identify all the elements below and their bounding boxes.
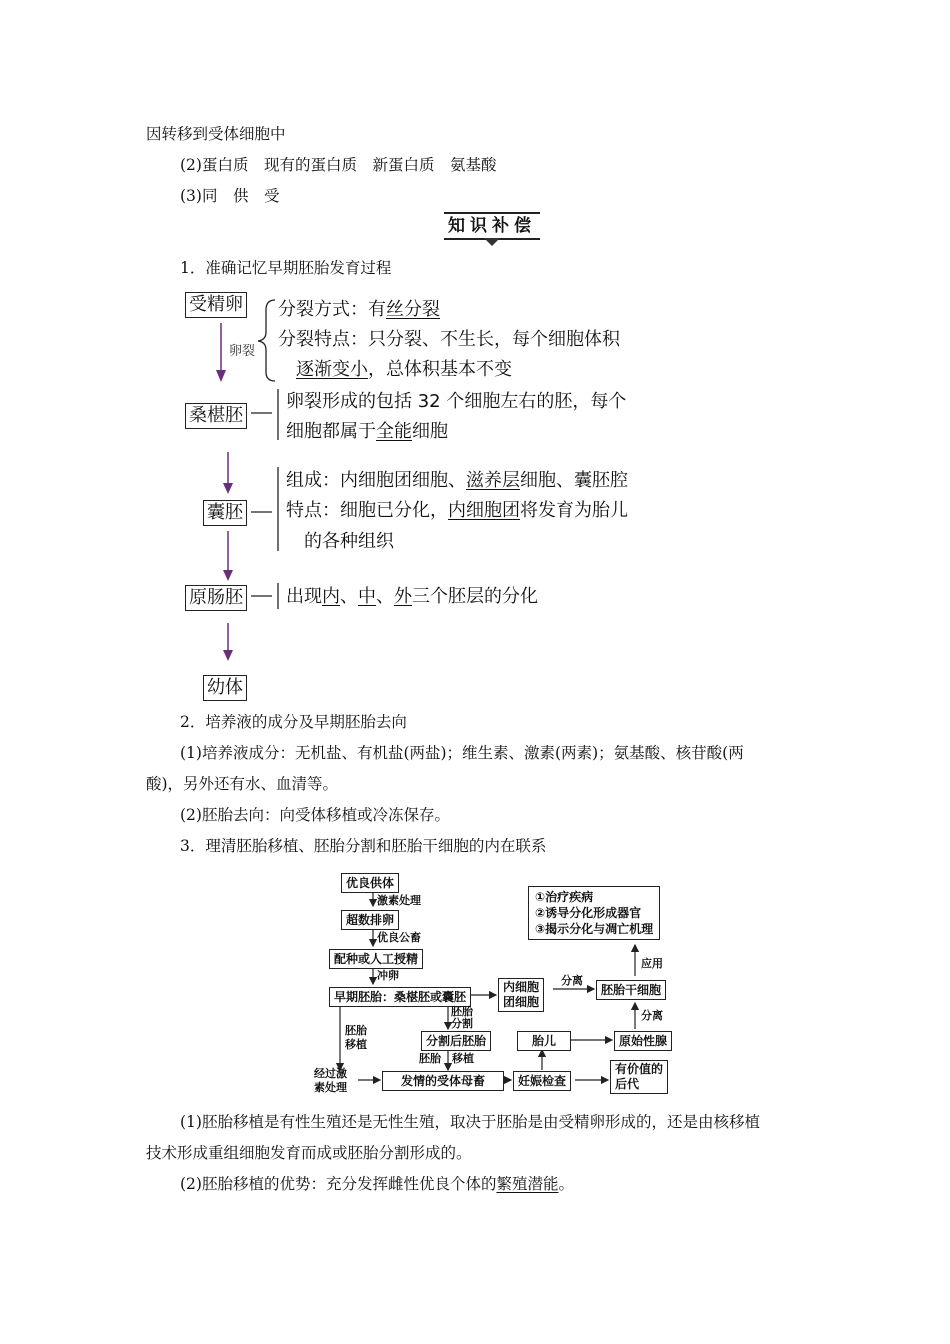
stage-morula: 桑椹胚 xyxy=(185,403,247,429)
stage-gastrula: 原肠胚 xyxy=(185,585,247,611)
flow-label: 胚胎 移植 xyxy=(419,1052,474,1065)
blastula-line-2: 特点：细胞已分化，内细胞团将发育为胎儿 xyxy=(286,500,628,521)
stage-juvenile: 幼体 xyxy=(203,675,247,701)
flow-label: 经过激 xyxy=(314,1067,347,1080)
flow-icm: 内细胞 团细胞 xyxy=(498,978,544,1012)
blastula-line-3: 的各种组织 xyxy=(304,531,394,552)
flow-label: 分离 xyxy=(641,1009,663,1022)
text-line: (2)胚胎去向：向受体移植或冷冻保存。 xyxy=(180,806,450,824)
text-line: (3)同 供 受 xyxy=(180,187,280,205)
flow-uses: ①治疗疾病 ②诱导分化形成器官 ③揭示分化与凋亡机理 xyxy=(528,886,660,940)
flow-mating: 配种或人工授精 xyxy=(329,949,423,969)
zygote-line-3: 逐渐变小，总体积基本不变 xyxy=(296,359,512,380)
section-heading: 2．培养液的成分及早期胚胎去向 xyxy=(180,713,407,731)
flow-label: 胚胎 xyxy=(451,1005,473,1018)
flow-donor: 优良供体 xyxy=(341,873,399,893)
flow-es-cell: 胚胎干细胞 xyxy=(596,980,666,1000)
section-heading: 3．理清胚胎移植、胚胎分割和胚胎干细胞的内在联系 xyxy=(180,837,547,855)
text-line: 酸)，另外还有水、血清等。 xyxy=(146,775,339,793)
stage-zygote: 受精卵 xyxy=(185,292,247,318)
flow-label: 移植 xyxy=(345,1038,367,1051)
flow-fetus: 胎儿 xyxy=(517,1031,571,1051)
stage-blastula: 囊胚 xyxy=(203,500,247,526)
arrow-label-cleavage: 卵裂 xyxy=(229,344,256,359)
flow-offspring: 有价值的 后代 xyxy=(610,1060,668,1094)
flow-label: 激素处理 xyxy=(377,894,421,907)
flow-label: 分离 xyxy=(561,974,583,987)
section-banner: 知识补偿 xyxy=(444,212,540,240)
text-line: (1)培养液成分：无机盐、有机盐(两盐)；维生素、激素(两素)；氨基酸、核苷酸(两 xyxy=(180,744,744,762)
flow-label: 冲卵 xyxy=(377,969,399,982)
flow-pgc: 原始性腺 xyxy=(614,1031,672,1051)
zygote-line-2: 分裂特点：只分裂、不生长，每个细胞体积 xyxy=(278,329,620,350)
zygote-line-1: 分裂方式：有丝分裂 xyxy=(278,299,440,320)
flow-label: 应用 xyxy=(641,957,663,970)
flow-label: 素处理 xyxy=(314,1081,347,1094)
flow-recipient: 发情的受体母畜 xyxy=(382,1071,504,1091)
text-line: 技术形成重组细胞发育而成或胚胎分割形成的。 xyxy=(146,1144,472,1162)
morula-line-2: 细胞都属于全能细胞 xyxy=(286,421,448,442)
text-line: (1)胚胎移植是有性生殖还是无性生殖，取决于胚胎是由受精卵形成的，还是由核移植 xyxy=(180,1113,760,1131)
blastula-line-1: 组成：内细胞团细胞、滋养层细胞、囊胚腔 xyxy=(286,470,628,491)
flow-early-embryo: 早期胚胎：桑椹胚或囊胚 xyxy=(329,987,471,1007)
text-line: 因转移到受体细胞中 xyxy=(146,125,286,143)
section-heading: 1．准确记忆早期胚胎发育过程 xyxy=(180,259,392,277)
text-line: (2)胚胎移植的优势：充分发挥雌性优良个体的繁殖潜能。 xyxy=(180,1175,574,1193)
text-line: (2)蛋白质 现有的蛋白质 新蛋白质 氨基酸 xyxy=(180,156,497,174)
flow-pregnancy-check: 妊娠检查 xyxy=(513,1071,571,1091)
gastrula-line: 出现内、中、外三个胚层的分化 xyxy=(286,586,538,607)
flow-label: 优良公畜 xyxy=(377,931,421,944)
morula-line-1: 卵裂形成的包括 32 个细胞左右的胚，每个 xyxy=(286,391,627,412)
flow-superovulation: 超数排卵 xyxy=(341,910,399,930)
flow-label: 分割 xyxy=(451,1017,473,1030)
flow-split-embryo: 分割后胚胎 xyxy=(421,1031,491,1051)
flow-label: 胚胎 xyxy=(345,1024,367,1037)
